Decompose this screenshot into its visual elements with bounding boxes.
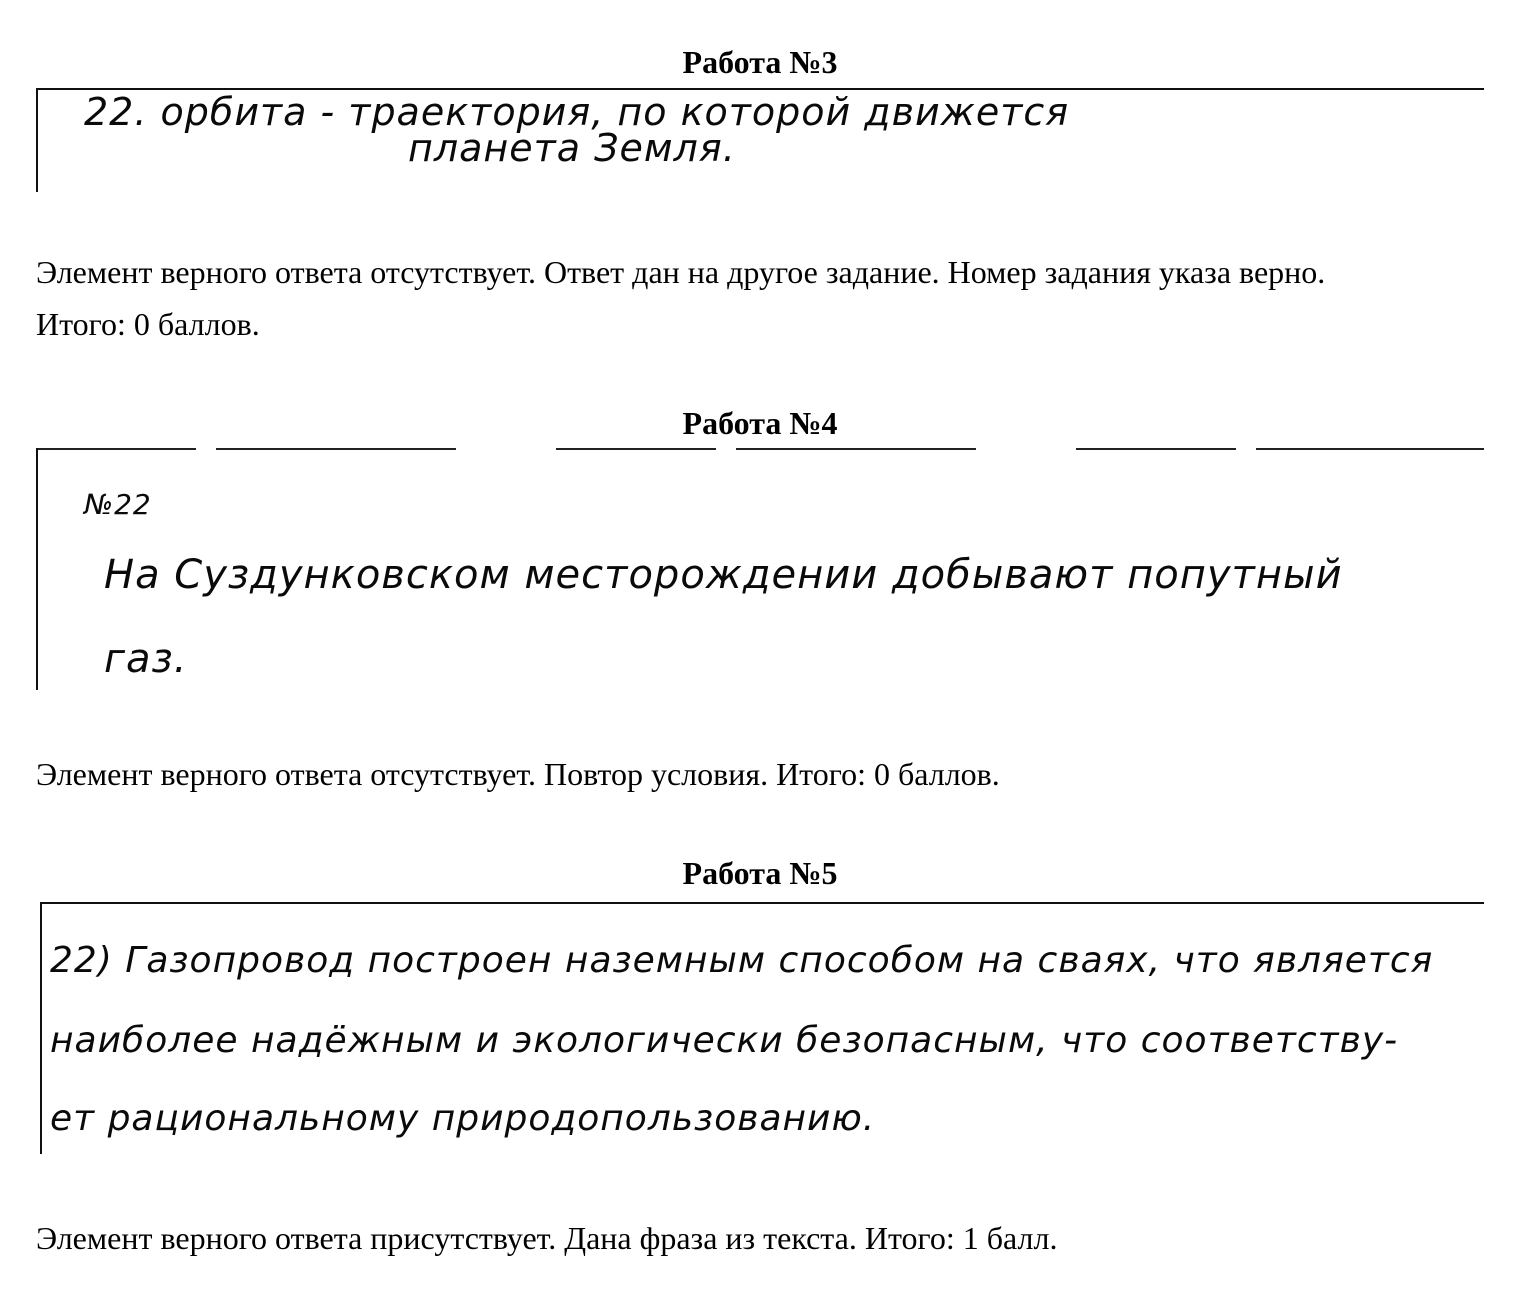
handwritten-line: газ. bbox=[104, 636, 188, 682]
handwritten-line: ет рациональному природопользованию. bbox=[50, 1098, 876, 1139]
handwritten-line: 22. орбита - траектория, по которой движется bbox=[84, 90, 1070, 134]
scan-border-left bbox=[40, 902, 42, 1154]
scan-border-left bbox=[36, 88, 38, 192]
work-5-evaluation: Элемент верного ответа присутствует. Дана фраза из текста. Итого: 1 балл. bbox=[36, 1220, 1058, 1256]
work-4-evaluation: Элемент верного ответа отсутствует. Повтор условия. Итого: 0 баллов. bbox=[36, 756, 1000, 792]
work-3-title: Работа №3 bbox=[682, 44, 838, 80]
handwritten-line: 22) Газопровод построен наземным способом на сваях, что является bbox=[50, 940, 1434, 981]
work-3-total: Итого: 0 баллов. bbox=[36, 306, 260, 342]
work-3-handwritten-scan bbox=[36, 88, 1484, 192]
work-3-evaluation: Элемент верного ответа отсутствует. Ответ дан на другое задание. Номер задания указа верно. bbox=[36, 254, 1326, 290]
scan-border-top bbox=[36, 448, 1484, 450]
handwritten-line: На Суздунковском месторождении добывают попутный bbox=[104, 552, 1343, 598]
handwritten-line: наиболее надёжным и экологически безопасным, что соответству- bbox=[50, 1020, 1399, 1061]
work-4-title: Работа №4 bbox=[682, 405, 838, 441]
work-4-handwritten-scan bbox=[36, 448, 1484, 690]
work-5-title: Работа №5 bbox=[682, 855, 838, 891]
work-5-handwritten-scan bbox=[40, 902, 1484, 1154]
handwritten-line: №22 bbox=[84, 488, 152, 521]
scan-border-left bbox=[36, 448, 38, 690]
handwritten-line: планета Земля. bbox=[408, 126, 736, 170]
scan-border-top bbox=[40, 902, 1484, 904]
